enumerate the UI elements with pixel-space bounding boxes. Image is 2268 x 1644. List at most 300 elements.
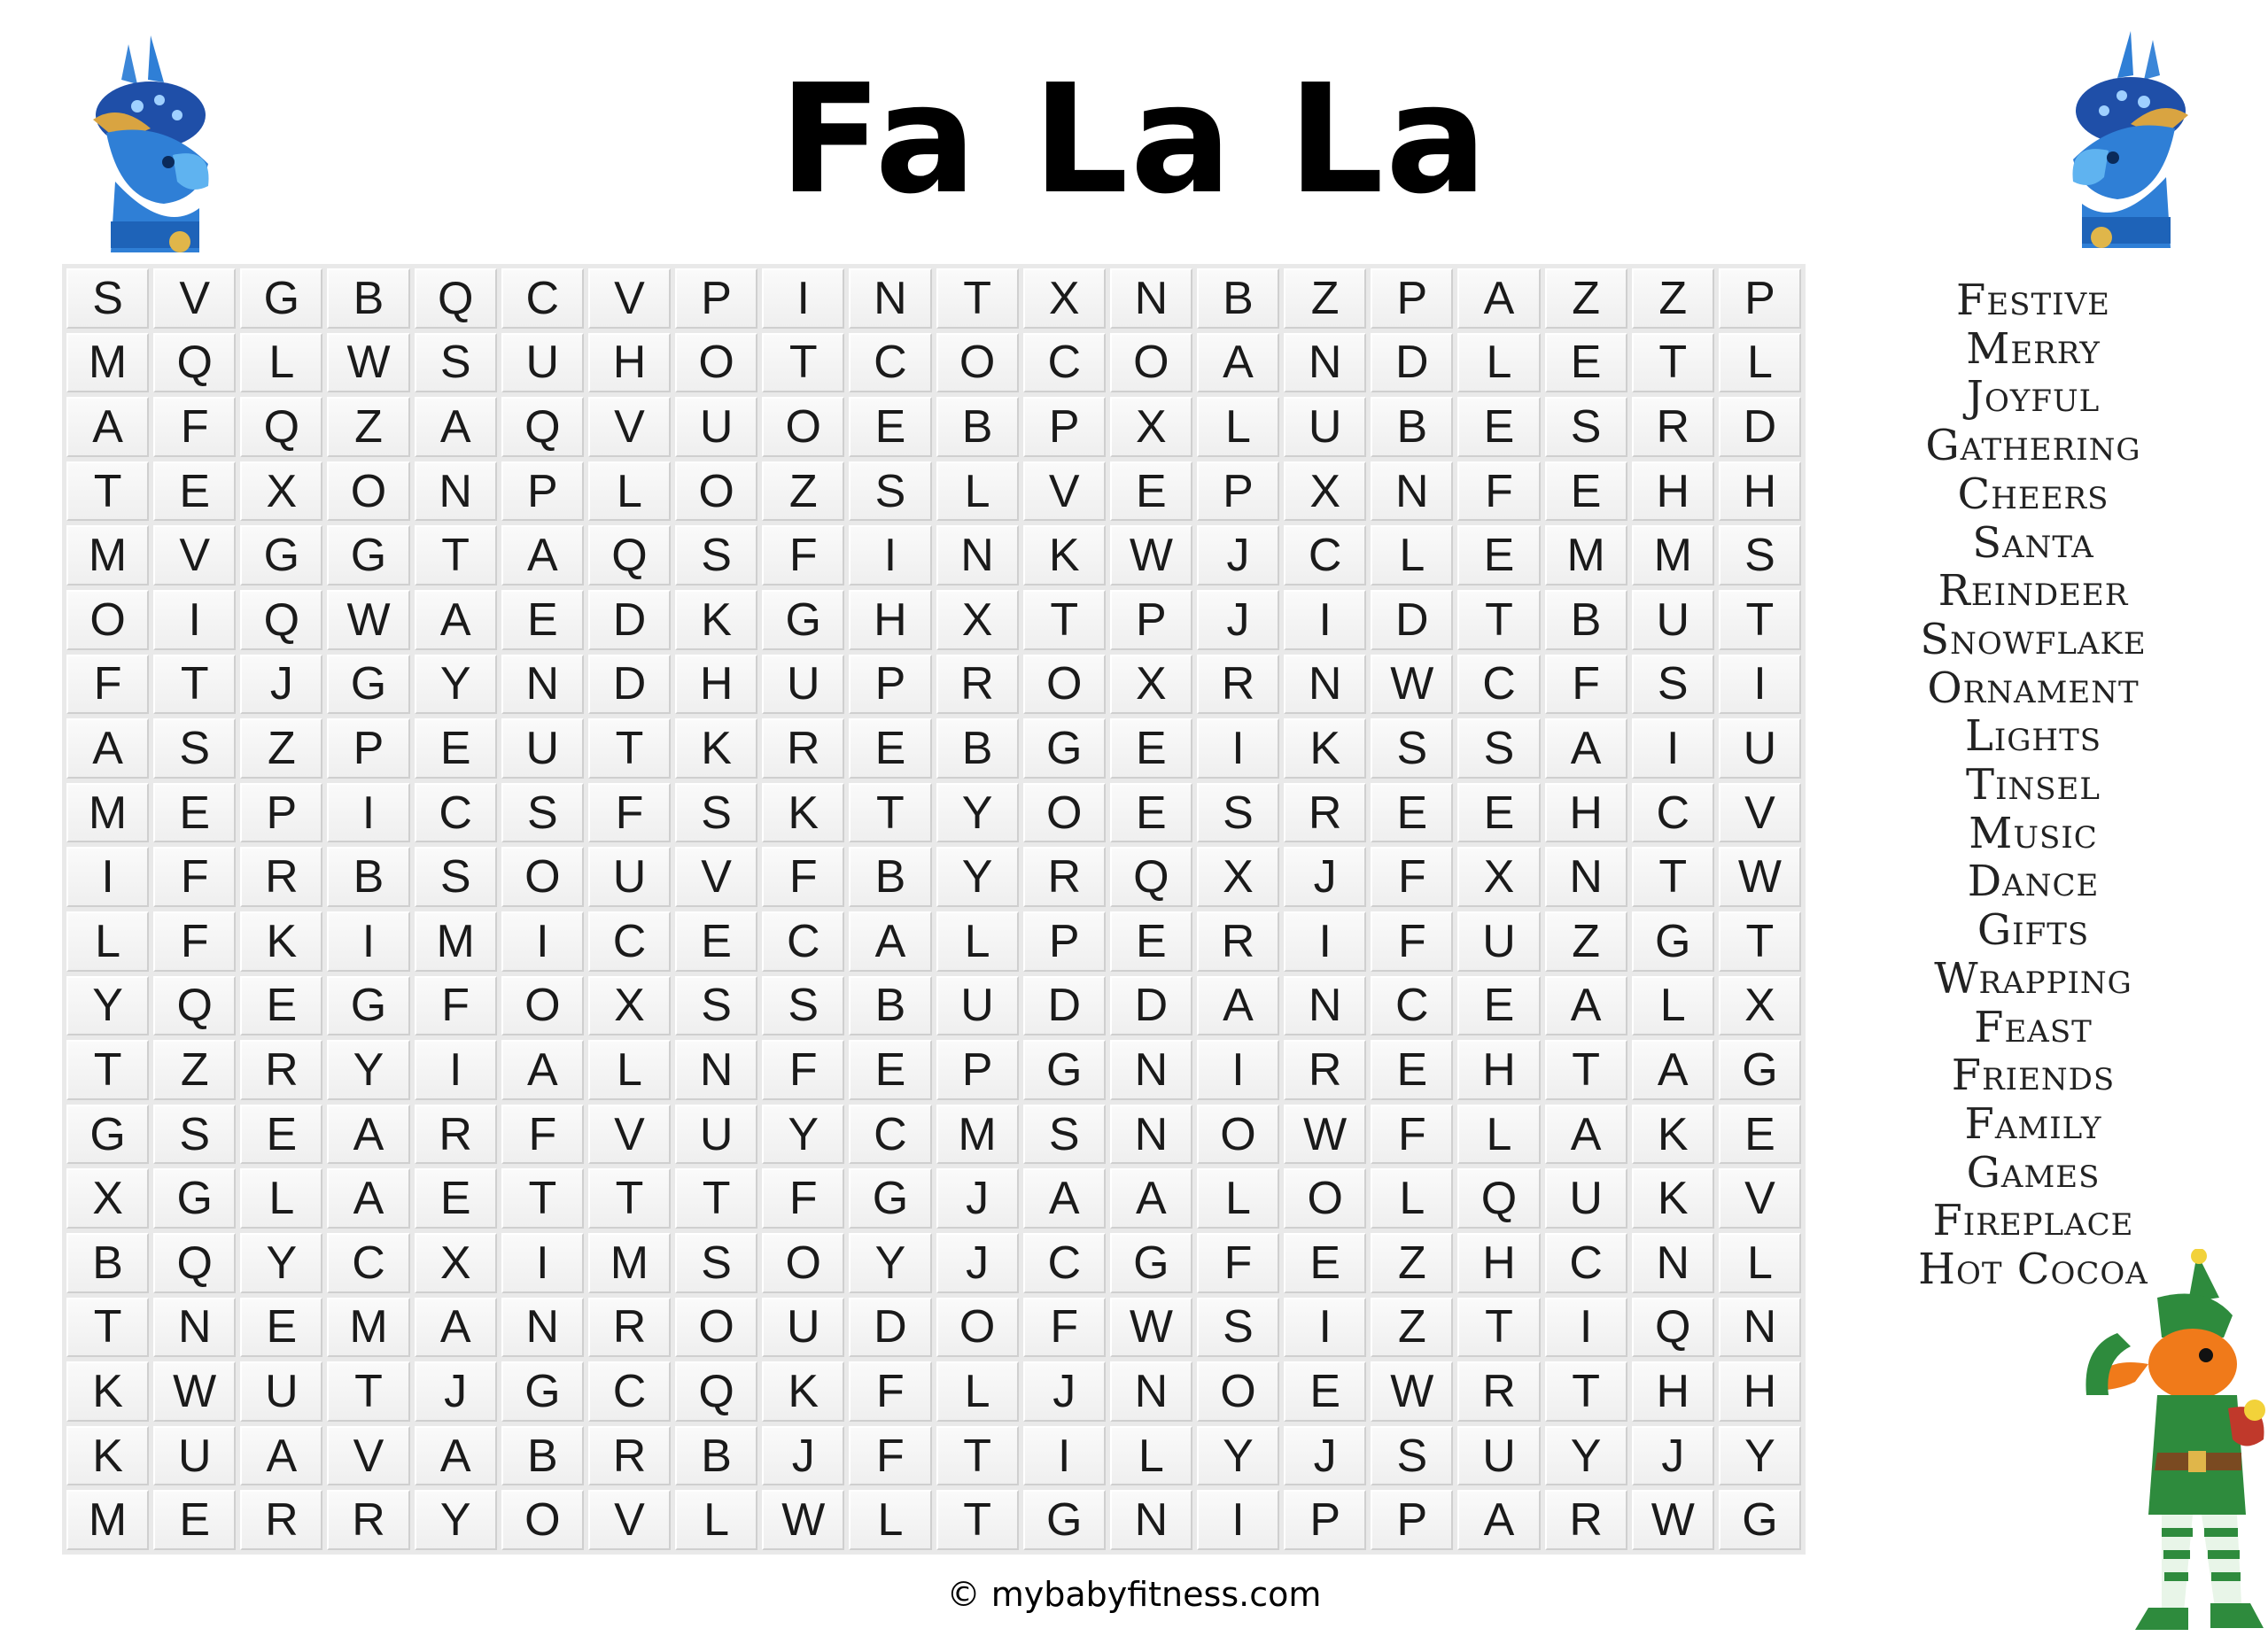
- grid-cell[interactable]: E: [1371, 1040, 1453, 1100]
- grid-cell[interactable]: V: [588, 268, 671, 329]
- grid-cell[interactable]: S: [1371, 718, 1453, 779]
- grid-cell[interactable]: J: [240, 655, 322, 715]
- grid-cell[interactable]: N: [1284, 655, 1366, 715]
- grid-cell[interactable]: T: [1632, 847, 1714, 907]
- grid-cell[interactable]: H: [1545, 783, 1627, 843]
- grid-cell[interactable]: V: [1023, 461, 1106, 522]
- grid-cell[interactable]: U: [153, 1426, 236, 1486]
- grid-cell[interactable]: L: [240, 333, 322, 393]
- grid-cell[interactable]: W: [1632, 1490, 1714, 1550]
- grid-cell[interactable]: E: [1545, 461, 1627, 522]
- grid-cell[interactable]: N: [501, 1298, 584, 1358]
- grid-cell[interactable]: Y: [240, 1233, 322, 1293]
- grid-cell[interactable]: U: [1719, 718, 1801, 779]
- grid-cell[interactable]: K: [66, 1361, 149, 1422]
- grid-cell[interactable]: C: [1023, 333, 1106, 393]
- grid-cell[interactable]: A: [1457, 268, 1540, 329]
- grid-cell[interactable]: O: [66, 590, 149, 650]
- grid-cell[interactable]: B: [1197, 268, 1279, 329]
- grid-cell[interactable]: Z: [327, 397, 409, 457]
- grid-cell[interactable]: W: [1110, 1298, 1192, 1358]
- grid-cell[interactable]: E: [1371, 783, 1453, 843]
- grid-cell[interactable]: O: [1284, 1168, 1366, 1229]
- grid-cell[interactable]: K: [66, 1426, 149, 1486]
- grid-cell[interactable]: Z: [240, 718, 322, 779]
- grid-cell[interactable]: I: [501, 1233, 584, 1293]
- grid-cell[interactable]: I: [1197, 718, 1279, 779]
- grid-cell[interactable]: V: [1719, 1168, 1801, 1229]
- grid-cell[interactable]: C: [1632, 783, 1714, 843]
- grid-cell[interactable]: M: [66, 333, 149, 393]
- grid-cell[interactable]: C: [588, 911, 671, 972]
- grid-cell[interactable]: C: [415, 783, 497, 843]
- grid-cell[interactable]: G: [327, 976, 409, 1036]
- grid-cell[interactable]: T: [588, 718, 671, 779]
- grid-cell[interactable]: S: [762, 976, 844, 1036]
- grid-cell[interactable]: A: [849, 911, 931, 972]
- grid-cell[interactable]: E: [1110, 783, 1192, 843]
- grid-cell[interactable]: K: [1632, 1168, 1714, 1229]
- grid-cell[interactable]: M: [415, 911, 497, 972]
- grid-cell[interactable]: P: [1023, 911, 1106, 972]
- grid-cell[interactable]: A: [415, 1426, 497, 1486]
- grid-cell[interactable]: M: [66, 783, 149, 843]
- grid-cell[interactable]: X: [588, 976, 671, 1036]
- grid-cell[interactable]: J: [415, 1361, 497, 1422]
- grid-cell[interactable]: H: [1632, 461, 1714, 522]
- grid-cell[interactable]: I: [1197, 1490, 1279, 1550]
- grid-cell[interactable]: M: [936, 1105, 1019, 1165]
- grid-cell[interactable]: F: [153, 397, 236, 457]
- grid-cell[interactable]: H: [1632, 1361, 1714, 1422]
- grid-cell[interactable]: E: [849, 1040, 931, 1100]
- grid-cell[interactable]: V: [675, 847, 757, 907]
- grid-cell[interactable]: Y: [415, 655, 497, 715]
- grid-cell[interactable]: O: [1023, 783, 1106, 843]
- grid-cell[interactable]: E: [153, 461, 236, 522]
- grid-cell[interactable]: U: [1632, 590, 1714, 650]
- grid-cell[interactable]: K: [1023, 525, 1106, 585]
- grid-cell[interactable]: K: [762, 1361, 844, 1422]
- grid-cell[interactable]: R: [1457, 1361, 1540, 1422]
- grid-cell[interactable]: Z: [1545, 268, 1627, 329]
- grid-cell[interactable]: A: [1197, 333, 1279, 393]
- grid-cell[interactable]: R: [240, 847, 322, 907]
- grid-cell[interactable]: N: [1110, 268, 1192, 329]
- grid-cell[interactable]: F: [1371, 1105, 1453, 1165]
- grid-cell[interactable]: T: [1719, 590, 1801, 650]
- grid-cell[interactable]: E: [240, 976, 322, 1036]
- grid-cell[interactable]: Q: [501, 397, 584, 457]
- grid-cell[interactable]: S: [1197, 783, 1279, 843]
- grid-cell[interactable]: A: [501, 1040, 584, 1100]
- grid-cell[interactable]: S: [1719, 525, 1801, 585]
- grid-cell[interactable]: Y: [936, 783, 1019, 843]
- grid-cell[interactable]: R: [588, 1298, 671, 1358]
- grid-cell[interactable]: H: [849, 590, 931, 650]
- grid-cell[interactable]: J: [1197, 525, 1279, 585]
- grid-cell[interactable]: G: [1023, 1490, 1106, 1550]
- grid-cell[interactable]: I: [1023, 1426, 1106, 1486]
- grid-cell[interactable]: U: [936, 976, 1019, 1036]
- grid-cell[interactable]: J: [1284, 847, 1366, 907]
- grid-cell[interactable]: D: [1023, 976, 1106, 1036]
- grid-cell[interactable]: T: [1545, 1040, 1627, 1100]
- grid-cell[interactable]: N: [415, 461, 497, 522]
- grid-cell[interactable]: P: [1197, 461, 1279, 522]
- grid-cell[interactable]: Y: [415, 1490, 497, 1550]
- grid-cell[interactable]: Z: [153, 1040, 236, 1100]
- grid-cell[interactable]: A: [415, 590, 497, 650]
- grid-cell[interactable]: T: [1545, 1361, 1627, 1422]
- grid-cell[interactable]: Z: [1632, 268, 1714, 329]
- grid-cell[interactable]: F: [762, 1168, 844, 1229]
- grid-cell[interactable]: L: [936, 911, 1019, 972]
- grid-cell[interactable]: I: [1284, 1298, 1366, 1358]
- grid-cell[interactable]: A: [1023, 1168, 1106, 1229]
- grid-cell[interactable]: K: [675, 590, 757, 650]
- grid-cell[interactable]: G: [762, 590, 844, 650]
- grid-cell[interactable]: P: [1023, 397, 1106, 457]
- grid-cell[interactable]: Q: [240, 397, 322, 457]
- grid-cell[interactable]: N: [1371, 461, 1453, 522]
- grid-cell[interactable]: O: [936, 1298, 1019, 1358]
- grid-cell[interactable]: Q: [1457, 1168, 1540, 1229]
- grid-cell[interactable]: E: [240, 1105, 322, 1165]
- grid-cell[interactable]: J: [1284, 1426, 1366, 1486]
- grid-cell[interactable]: I: [1284, 590, 1366, 650]
- grid-cell[interactable]: B: [327, 847, 409, 907]
- grid-cell[interactable]: F: [849, 1361, 931, 1422]
- grid-cell[interactable]: F: [1023, 1298, 1106, 1358]
- grid-cell[interactable]: K: [675, 718, 757, 779]
- grid-cell[interactable]: L: [675, 1490, 757, 1550]
- grid-cell[interactable]: T: [936, 1426, 1019, 1486]
- grid-cell[interactable]: A: [327, 1168, 409, 1229]
- grid-cell[interactable]: T: [66, 1298, 149, 1358]
- grid-cell[interactable]: E: [415, 1168, 497, 1229]
- grid-cell[interactable]: K: [240, 911, 322, 972]
- grid-cell[interactable]: J: [936, 1233, 1019, 1293]
- grid-cell[interactable]: H: [1457, 1233, 1540, 1293]
- grid-cell[interactable]: O: [501, 847, 584, 907]
- grid-cell[interactable]: T: [849, 783, 931, 843]
- grid-cell[interactable]: X: [1457, 847, 1540, 907]
- grid-cell[interactable]: T: [501, 1168, 584, 1229]
- grid-cell[interactable]: J: [1632, 1426, 1714, 1486]
- grid-cell[interactable]: E: [1545, 333, 1627, 393]
- grid-cell[interactable]: Z: [1371, 1233, 1453, 1293]
- grid-cell[interactable]: Q: [1632, 1298, 1714, 1358]
- grid-cell[interactable]: R: [588, 1426, 671, 1486]
- grid-cell[interactable]: N: [1110, 1490, 1192, 1550]
- grid-cell[interactable]: A: [1197, 976, 1279, 1036]
- grid-cell[interactable]: G: [1023, 718, 1106, 779]
- grid-cell[interactable]: S: [1197, 1298, 1279, 1358]
- grid-cell[interactable]: Q: [588, 525, 671, 585]
- grid-cell[interactable]: N: [675, 1040, 757, 1100]
- grid-cell[interactable]: D: [849, 1298, 931, 1358]
- grid-cell[interactable]: A: [1545, 1105, 1627, 1165]
- grid-cell[interactable]: Q: [415, 268, 497, 329]
- grid-cell[interactable]: B: [1371, 397, 1453, 457]
- grid-cell[interactable]: B: [675, 1426, 757, 1486]
- grid-cell[interactable]: A: [1545, 718, 1627, 779]
- grid-cell[interactable]: I: [1284, 911, 1366, 972]
- grid-cell[interactable]: P: [327, 718, 409, 779]
- grid-cell[interactable]: B: [849, 976, 931, 1036]
- grid-cell[interactable]: A: [415, 1298, 497, 1358]
- grid-cell[interactable]: O: [675, 461, 757, 522]
- grid-cell[interactable]: E: [1457, 976, 1540, 1036]
- grid-cell[interactable]: B: [936, 397, 1019, 457]
- grid-cell[interactable]: K: [1284, 718, 1366, 779]
- grid-cell[interactable]: G: [1719, 1490, 1801, 1550]
- grid-cell[interactable]: H: [1719, 1361, 1801, 1422]
- grid-cell[interactable]: F: [1371, 847, 1453, 907]
- grid-cell[interactable]: I: [849, 525, 931, 585]
- grid-cell[interactable]: O: [501, 1490, 584, 1550]
- grid-cell[interactable]: V: [588, 1105, 671, 1165]
- grid-cell[interactable]: X: [1197, 847, 1279, 907]
- grid-cell[interactable]: C: [588, 1361, 671, 1422]
- grid-cell[interactable]: G: [849, 1168, 931, 1229]
- grid-cell[interactable]: G: [1632, 911, 1714, 972]
- grid-cell[interactable]: G: [240, 525, 322, 585]
- grid-cell[interactable]: L: [240, 1168, 322, 1229]
- grid-cell[interactable]: D: [588, 590, 671, 650]
- grid-cell[interactable]: T: [588, 1168, 671, 1229]
- grid-cell[interactable]: L: [588, 1040, 671, 1100]
- grid-cell[interactable]: H: [1457, 1040, 1540, 1100]
- grid-cell[interactable]: E: [1457, 525, 1540, 585]
- grid-cell[interactable]: N: [1110, 1040, 1192, 1100]
- grid-cell[interactable]: L: [1371, 1168, 1453, 1229]
- grid-cell[interactable]: Y: [1197, 1426, 1279, 1486]
- grid-cell[interactable]: R: [327, 1490, 409, 1550]
- grid-cell[interactable]: U: [675, 1105, 757, 1165]
- grid-cell[interactable]: Y: [327, 1040, 409, 1100]
- grid-cell[interactable]: M: [588, 1233, 671, 1293]
- grid-cell[interactable]: A: [327, 1105, 409, 1165]
- grid-cell[interactable]: M: [66, 1490, 149, 1550]
- grid-cell[interactable]: F: [1197, 1233, 1279, 1293]
- grid-cell[interactable]: P: [936, 1040, 1019, 1100]
- grid-cell[interactable]: L: [1632, 976, 1714, 1036]
- grid-cell[interactable]: R: [1284, 783, 1366, 843]
- grid-cell[interactable]: I: [1719, 655, 1801, 715]
- grid-cell[interactable]: L: [1197, 397, 1279, 457]
- grid-cell[interactable]: F: [762, 525, 844, 585]
- grid-cell[interactable]: B: [66, 1233, 149, 1293]
- grid-cell[interactable]: E: [1110, 461, 1192, 522]
- grid-cell[interactable]: X: [1110, 397, 1192, 457]
- grid-cell[interactable]: E: [1719, 1105, 1801, 1165]
- grid-cell[interactable]: U: [762, 655, 844, 715]
- grid-cell[interactable]: Y: [936, 847, 1019, 907]
- grid-cell[interactable]: H: [588, 333, 671, 393]
- grid-cell[interactable]: S: [1545, 397, 1627, 457]
- grid-cell[interactable]: T: [415, 525, 497, 585]
- grid-cell[interactable]: O: [675, 333, 757, 393]
- grid-cell[interactable]: S: [849, 461, 931, 522]
- grid-cell[interactable]: M: [327, 1298, 409, 1358]
- grid-cell[interactable]: T: [762, 333, 844, 393]
- grid-cell[interactable]: P: [1371, 268, 1453, 329]
- grid-cell[interactable]: V: [327, 1426, 409, 1486]
- grid-cell[interactable]: X: [1284, 461, 1366, 522]
- grid-cell[interactable]: F: [762, 1040, 844, 1100]
- grid-cell[interactable]: S: [1457, 718, 1540, 779]
- grid-cell[interactable]: F: [762, 847, 844, 907]
- grid-cell[interactable]: R: [762, 718, 844, 779]
- grid-cell[interactable]: U: [1457, 1426, 1540, 1486]
- grid-cell[interactable]: S: [675, 783, 757, 843]
- grid-cell[interactable]: A: [66, 397, 149, 457]
- grid-cell[interactable]: E: [1284, 1361, 1366, 1422]
- grid-cell[interactable]: Y: [66, 976, 149, 1036]
- grid-cell[interactable]: P: [1371, 1490, 1453, 1550]
- grid-cell[interactable]: C: [1545, 1233, 1627, 1293]
- grid-cell[interactable]: B: [327, 268, 409, 329]
- grid-cell[interactable]: Q: [1110, 847, 1192, 907]
- grid-cell[interactable]: P: [240, 783, 322, 843]
- grid-cell[interactable]: W: [1719, 847, 1801, 907]
- grid-cell[interactable]: X: [1110, 655, 1192, 715]
- grid-cell[interactable]: E: [1457, 783, 1540, 843]
- grid-cell[interactable]: T: [936, 268, 1019, 329]
- grid-cell[interactable]: P: [1284, 1490, 1366, 1550]
- grid-cell[interactable]: I: [327, 783, 409, 843]
- grid-cell[interactable]: J: [936, 1168, 1019, 1229]
- grid-cell[interactable]: C: [1284, 525, 1366, 585]
- grid-cell[interactable]: O: [936, 333, 1019, 393]
- grid-cell[interactable]: N: [1632, 1233, 1714, 1293]
- grid-cell[interactable]: Q: [675, 1361, 757, 1422]
- grid-cell[interactable]: G: [1110, 1233, 1192, 1293]
- grid-cell[interactable]: H: [675, 655, 757, 715]
- grid-cell[interactable]: F: [588, 783, 671, 843]
- grid-cell[interactable]: Z: [762, 461, 844, 522]
- grid-cell[interactable]: U: [675, 397, 757, 457]
- grid-cell[interactable]: R: [1197, 911, 1279, 972]
- grid-cell[interactable]: F: [66, 655, 149, 715]
- grid-cell[interactable]: G: [66, 1105, 149, 1165]
- grid-cell[interactable]: X: [240, 461, 322, 522]
- grid-cell[interactable]: T: [1719, 911, 1801, 972]
- grid-cell[interactable]: S: [675, 1233, 757, 1293]
- grid-cell[interactable]: I: [327, 911, 409, 972]
- grid-cell[interactable]: I: [1632, 718, 1714, 779]
- grid-cell[interactable]: L: [588, 461, 671, 522]
- grid-cell[interactable]: G: [501, 1361, 584, 1422]
- grid-cell[interactable]: J: [1197, 590, 1279, 650]
- grid-cell[interactable]: X: [415, 1233, 497, 1293]
- grid-cell[interactable]: U: [588, 847, 671, 907]
- grid-cell[interactable]: S: [675, 976, 757, 1036]
- grid-cell[interactable]: N: [501, 655, 584, 715]
- grid-cell[interactable]: D: [1371, 333, 1453, 393]
- grid-cell[interactable]: E: [501, 590, 584, 650]
- grid-cell[interactable]: L: [1457, 333, 1540, 393]
- grid-cell[interactable]: U: [1284, 397, 1366, 457]
- grid-cell[interactable]: W: [153, 1361, 236, 1422]
- grid-cell[interactable]: E: [1110, 718, 1192, 779]
- grid-cell[interactable]: O: [1197, 1361, 1279, 1422]
- grid-cell[interactable]: W: [1371, 655, 1453, 715]
- grid-cell[interactable]: N: [1284, 976, 1366, 1036]
- grid-cell[interactable]: C: [327, 1233, 409, 1293]
- grid-cell[interactable]: T: [327, 1361, 409, 1422]
- grid-cell[interactable]: T: [1023, 590, 1106, 650]
- grid-cell[interactable]: J: [1023, 1361, 1106, 1422]
- grid-cell[interactable]: G: [327, 655, 409, 715]
- grid-cell[interactable]: B: [849, 847, 931, 907]
- grid-cell[interactable]: C: [1457, 655, 1540, 715]
- grid-cell[interactable]: A: [1110, 1168, 1192, 1229]
- grid-cell[interactable]: Z: [1545, 911, 1627, 972]
- grid-cell[interactable]: S: [1632, 655, 1714, 715]
- grid-cell[interactable]: N: [936, 525, 1019, 585]
- grid-cell[interactable]: C: [849, 1105, 931, 1165]
- grid-cell[interactable]: F: [849, 1426, 931, 1486]
- grid-cell[interactable]: F: [153, 911, 236, 972]
- grid-cell[interactable]: Y: [1545, 1426, 1627, 1486]
- grid-cell[interactable]: Z: [1284, 268, 1366, 329]
- grid-cell[interactable]: U: [501, 718, 584, 779]
- grid-cell[interactable]: F: [1545, 655, 1627, 715]
- grid-cell[interactable]: W: [327, 590, 409, 650]
- grid-cell[interactable]: A: [501, 525, 584, 585]
- grid-cell[interactable]: O: [501, 976, 584, 1036]
- grid-cell[interactable]: Q: [153, 976, 236, 1036]
- grid-cell[interactable]: D: [1719, 397, 1801, 457]
- grid-cell[interactable]: U: [501, 333, 584, 393]
- grid-cell[interactable]: G: [240, 268, 322, 329]
- grid-cell[interactable]: X: [936, 590, 1019, 650]
- grid-cell[interactable]: A: [66, 718, 149, 779]
- grid-cell[interactable]: T: [936, 1490, 1019, 1550]
- grid-cell[interactable]: U: [240, 1361, 322, 1422]
- grid-cell[interactable]: H: [1719, 461, 1801, 522]
- grid-cell[interactable]: F: [501, 1105, 584, 1165]
- grid-cell[interactable]: O: [762, 397, 844, 457]
- grid-cell[interactable]: N: [1545, 847, 1627, 907]
- grid-cell[interactable]: V: [588, 397, 671, 457]
- grid-cell[interactable]: D: [588, 655, 671, 715]
- grid-cell[interactable]: I: [1197, 1040, 1279, 1100]
- grid-cell[interactable]: A: [415, 397, 497, 457]
- grid-cell[interactable]: L: [1197, 1168, 1279, 1229]
- grid-cell[interactable]: R: [1632, 397, 1714, 457]
- grid-cell[interactable]: T: [675, 1168, 757, 1229]
- grid-cell[interactable]: I: [762, 268, 844, 329]
- grid-cell[interactable]: G: [1719, 1040, 1801, 1100]
- grid-cell[interactable]: N: [153, 1298, 236, 1358]
- grid-cell[interactable]: S: [66, 268, 149, 329]
- grid-cell[interactable]: I: [501, 911, 584, 972]
- grid-cell[interactable]: M: [1545, 525, 1627, 585]
- grid-cell[interactable]: S: [1371, 1426, 1453, 1486]
- grid-cell[interactable]: V: [588, 1490, 671, 1550]
- grid-cell[interactable]: N: [849, 268, 931, 329]
- grid-cell[interactable]: E: [415, 718, 497, 779]
- grid-cell[interactable]: U: [1545, 1168, 1627, 1229]
- grid-cell[interactable]: X: [1023, 268, 1106, 329]
- grid-cell[interactable]: G: [327, 525, 409, 585]
- grid-cell[interactable]: N: [1110, 1105, 1192, 1165]
- grid-cell[interactable]: R: [240, 1040, 322, 1100]
